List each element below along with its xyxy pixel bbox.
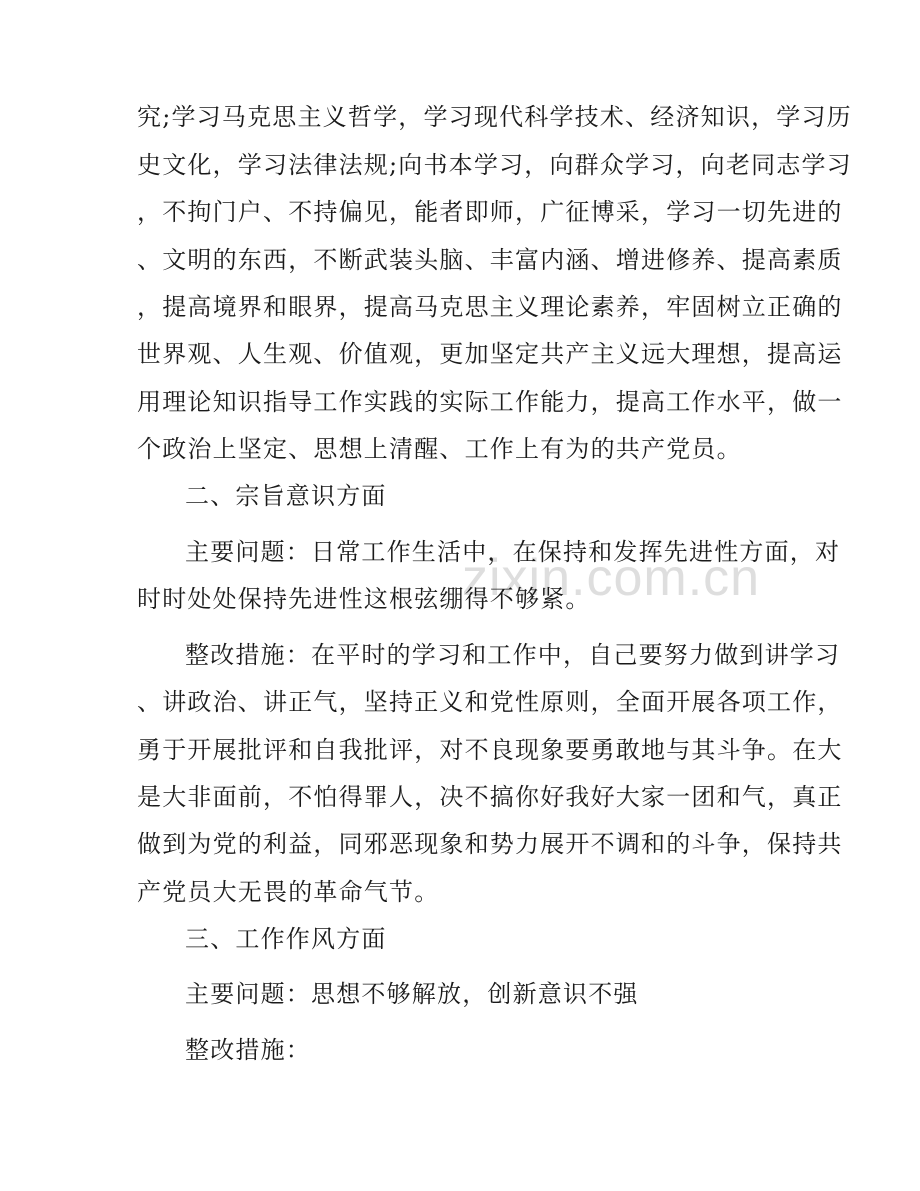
paragraph-line: 主要问题：思想不够解放，创新意识不强 [185,980,639,1008]
paragraph-line: 究;学习马克思主义哲学，学习现代科学技术、经济知识，学习历 [137,103,852,131]
paragraph-line: 整改措施：在平时的学习和工作中，自己要努力做到讲学习 [185,641,841,669]
paragraph-line: 、文明的东西，不断武装头脑、丰富内涵、增进修养、提高素质 [137,246,843,274]
paragraph-line: 时时处处保持先进性这根弦绷得不够紧。 [137,585,591,613]
paragraph-line: 勇于开展批评和自我批评，对不良现象要勇敢地与其斗争。在大 [137,736,843,764]
section-heading: 二、宗旨意识方面 [185,482,387,510]
paragraph-line: 是大非面前，不怕得罪人，决不搞你好我好大家一团和气，真正 [137,783,843,811]
paragraph-line: ，提高境界和眼界，提高马克思主义理论素养，牢固树立正确的 [137,293,843,321]
paragraph-line: 个政治上坚定、思想上清醒、工作上有为的共产党员。 [137,435,742,463]
watermark: zixin.com.cn [462,549,761,607]
section-heading: 三、工作作风方面 [185,925,387,953]
paragraph-line: 世界观、人生观、价值观，更加坚定共产主义远大理想，提高运 [137,340,843,368]
paragraph-line: 主要问题：日常工作生活中，在保持和发挥先进性方面，对 [185,538,841,566]
paragraph-line: 做到为党的利益，同邪恶现象和势力展开不调和的斗争，保持共 [137,830,843,858]
paragraph-line: 用理论知识指导工作实践的实际工作能力，提高工作水平，做一 [137,388,843,416]
paragraph-line: 史文化，学习法律法规;向书本学习，向群众学习，向老同志学习 [137,151,852,179]
paragraph-line: ，不拘门户、不持偏见，能者即师，广征博采，学习一切先进的 [137,198,843,226]
paragraph-line: 、讲政治、讲正气，坚持正义和党性原则，全面开展各项工作， [137,688,843,716]
paragraph-line: 产党员大无畏的革命气节。 [137,878,440,906]
paragraph-line: 整改措施： [185,1036,311,1064]
